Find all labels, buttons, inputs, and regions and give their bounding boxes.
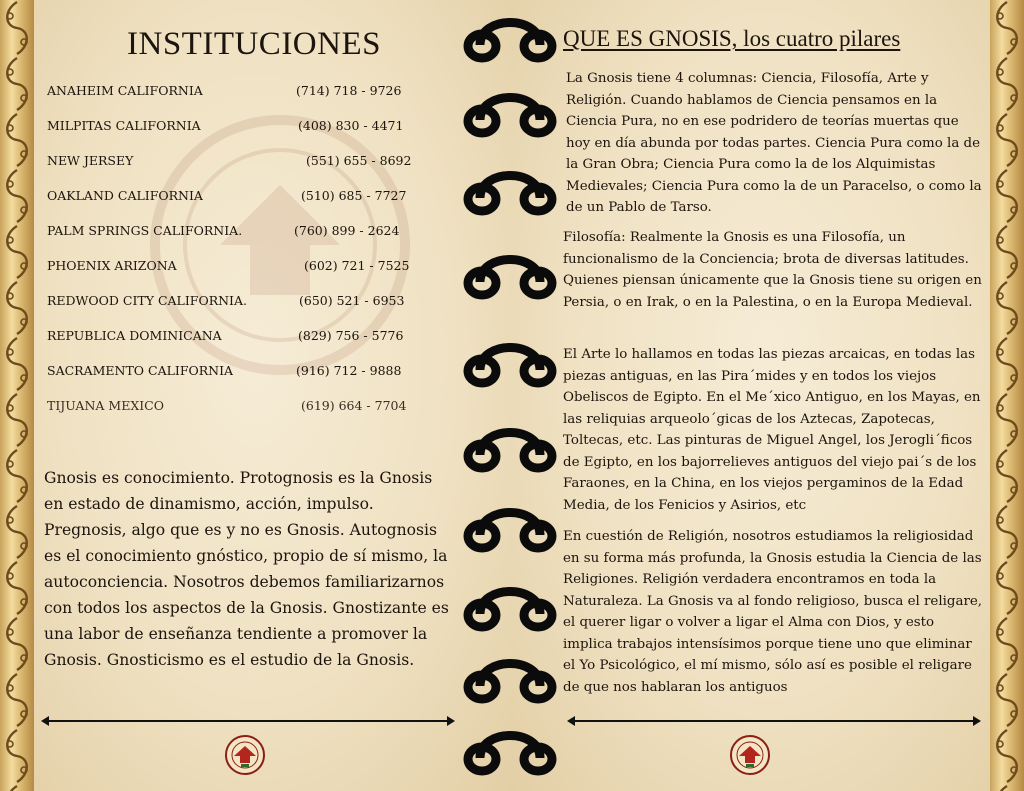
institute-seal-icon: [225, 735, 265, 775]
institution-row: [47, 188, 447, 208]
institution-city: ANAHEIM CALIFORNIA: [47, 83, 203, 98]
institution-row: [47, 363, 447, 383]
religion-paragraph: En cuestión de Religión, nosotros estudiamos la religiosidad en su forma más profunda, la Gnosis estudia la Ciencia de las Religiones. Religión verdadera encontramos en toda la Naturaleza. La Gnosis va al fondo religioso, busca el religare, el querer ligar o volver a ligar el Alma con Dios, y esto implica trabajos intensísimos porque tiene uno que eliminar el Yo Psicológico, el mí mismo, sólo así es posible el religare de que nos hablaran los antiguos: [563, 529, 983, 695]
institution-phone: (829) 756 - 5776: [298, 328, 404, 343]
binder-ring-icon: [468, 513, 552, 549]
institution-phone: (510) 685 - 7727: [301, 188, 407, 203]
binder-ring-icon: [468, 260, 552, 296]
institution-row: [47, 118, 447, 138]
institution-phone: (551) 655 - 8692: [306, 153, 412, 168]
institution-phone: (408) 830 - 4471: [298, 118, 404, 133]
binder-rings: [455, 0, 565, 791]
institution-row: [47, 398, 447, 418]
binder-ring-icon: [468, 736, 552, 772]
binder-ring-icon: [468, 98, 552, 134]
institution-row: [47, 223, 447, 243]
institution-phone: (650) 521 - 6953: [299, 293, 405, 308]
institution-phone: (760) 899 - 2624: [294, 223, 400, 238]
binder-ring-icon: [468, 592, 552, 628]
institution-city: MILPITAS CALIFORNIA: [47, 118, 201, 133]
institution-row: [47, 328, 447, 348]
institution-row: [47, 293, 447, 313]
institute-seal-icon: [730, 735, 770, 775]
binder-ring-icon: [468, 348, 552, 384]
institution-phone: (619) 664 - 7704: [301, 398, 407, 413]
institution-city: REDWOOD CITY CALIFORNIA.: [47, 293, 247, 308]
institutions-title: INSTITUCIONES: [127, 26, 381, 62]
binder-ring-icon: [468, 23, 552, 59]
institution-phone: (916) 712 - 9888: [296, 363, 402, 378]
binder-ring-icon: [468, 664, 552, 700]
art-paragraph: El Arte lo hallamos en todas las piezas arcaicas, en todas las piezas antiguas, en las Pira´mides y en todos los viejos Obeliscos de Egipto. En el Me´xico Antiguo, en los Mayas, en las reliquias arqueolo´gicas de los Aztecas, Zapotecas, Toltecas, etc. Las pinturas de Miguel Angel, los Jerogli´ficos de Egipto, en los bajorrelieves antiguos del viejo pai´s de los Faraones, en la China, en los viejos pergaminos de la Edad Media, de los Fenicios y Asirios, etc: [563, 347, 981, 513]
institution-city: PALM SPRINGS CALIFORNIA.: [47, 223, 243, 238]
institution-city: OAKLAND CALIFORNIA: [47, 188, 203, 203]
institution-city: TIJUANA MEXICO: [47, 398, 164, 413]
left-divider: [44, 720, 452, 722]
institution-city: SACRAMENTO CALIFORNIA: [47, 363, 234, 378]
left-ornamental-border: [0, 0, 34, 791]
institution-row: [47, 258, 447, 278]
institution-city: NEW JERSEY: [47, 153, 134, 168]
institution-city: REPUBLICA DOMINICANA: [47, 328, 222, 343]
science-paragraph: La Gnosis tiene 4 columnas: Ciencia, Filosofía, Arte y Religión. Cuando hablamos de Ciencia pensamos en la Ciencia Pura, no en ese podridero de teorías muertas que hoy en día abunda por todas partes. Ciencia Pura como la de la Gran Obra; Ciencia Pura como la de los Alquimistas Medievales; Ciencia Pura como la de un Paracelso, o como la de un Pablo de Tarso.: [566, 71, 982, 215]
binder-ring-icon: [468, 433, 552, 469]
philosophy-paragraph: Filosofía: Realmente la Gnosis es una Filosofía, un funcionalismo de la Conciencia; brota de diversas latitudes. Quienes piensan únicamente que la Gnosis tiene su origen en Persia, o en Irak, o en la Palestina, o en la Europa Medieval.: [563, 230, 982, 310]
institution-city: PHOENIX ARIZONA: [47, 258, 177, 273]
institution-row: [47, 153, 447, 173]
watermark-seal-icon: [150, 95, 410, 395]
right-divider: [570, 720, 978, 722]
institution-phone: (602) 721 - 7525: [304, 258, 410, 273]
gnosis-title: QUE ES GNOSIS, los cuatro pilares: [563, 26, 901, 51]
right-ornamental-border: [990, 0, 1024, 791]
gnosis-definition-paragraph: Gnosis es conocimiento. Protognosis es la Gnosis en estado de dinamismo, acción, impulso. Pregnosis, algo que es y no es Gnosis. Autognosis es el conocimiento gnóstico, propio de sí mismo, la autoconciencia. Nosotros debemos familiarizarnos con todos los aspectos de la Gnosis. Gnostizante es una labor de enseñanza tendiente a promover la Gnosis. Gnosticismo es el estudio de la Gnosis.: [44, 469, 449, 669]
binder-ring-icon: [468, 176, 552, 212]
institution-phone: (714) 718 - 9726: [296, 83, 402, 98]
institution-row: [47, 83, 447, 103]
